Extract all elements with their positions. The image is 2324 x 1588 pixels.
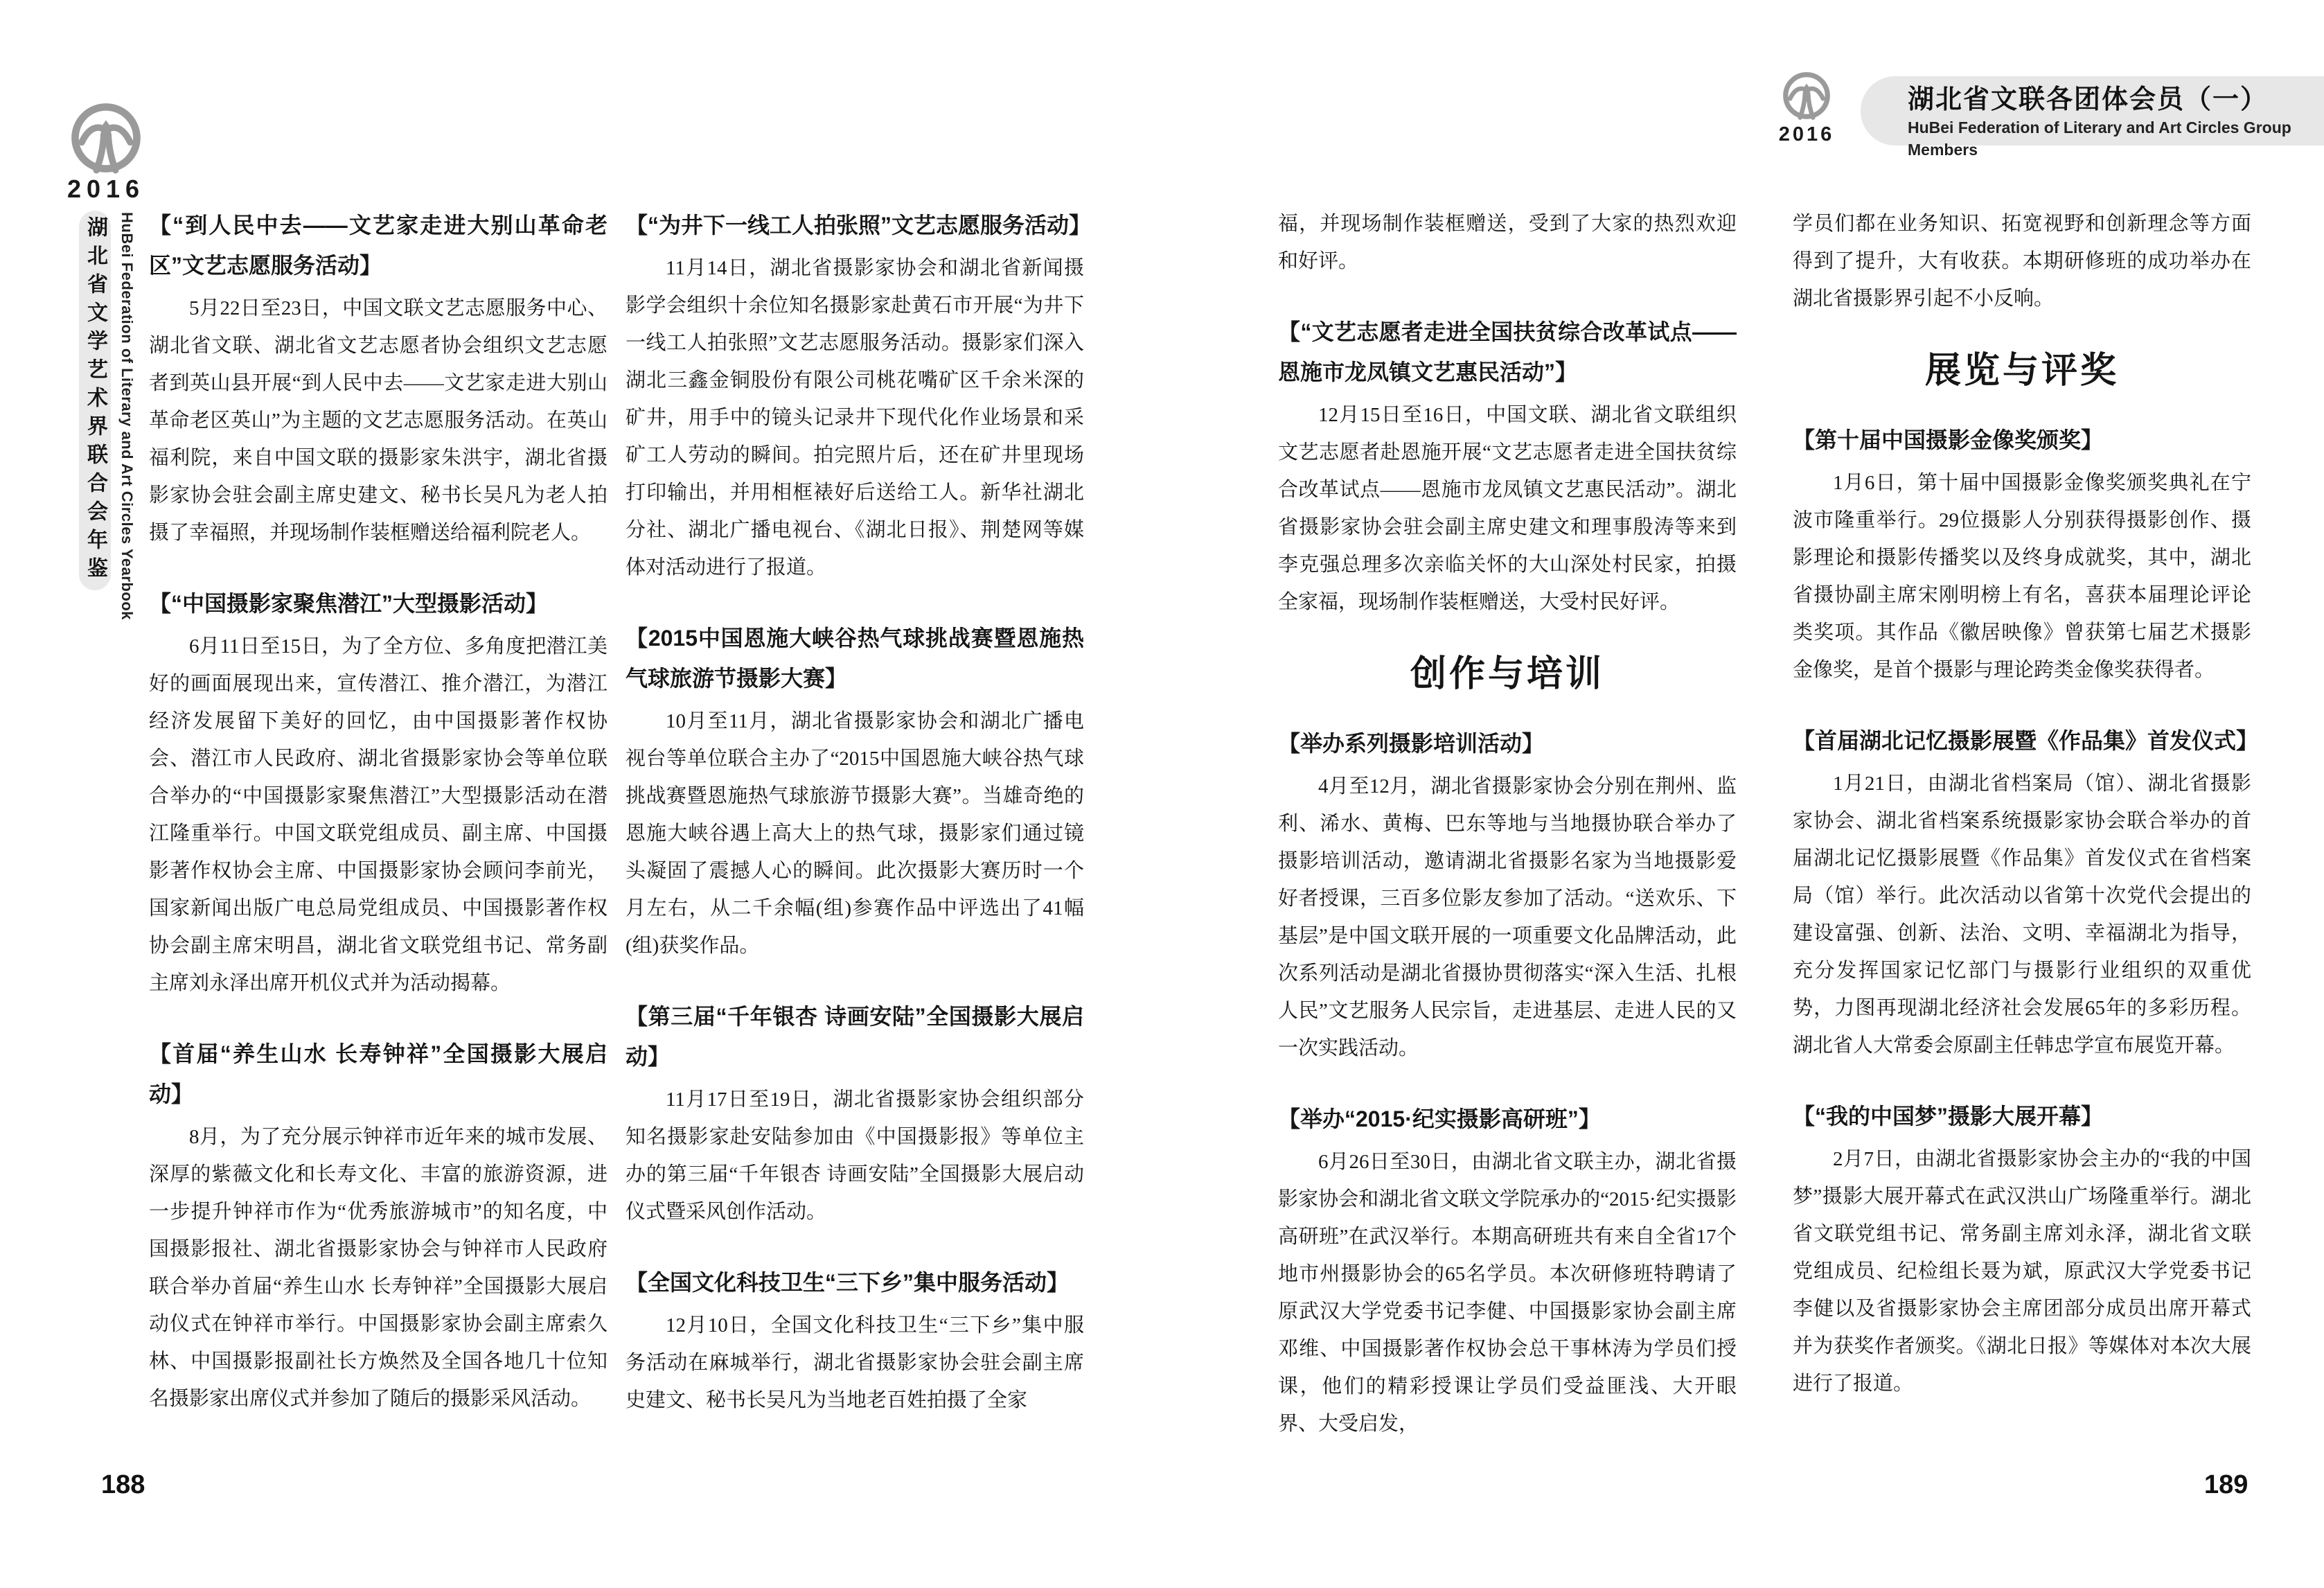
yearbook-entry <box>149 583 607 1002</box>
running-header-subtitle: HuBei Federation of Literary and Art Circles Group Members <box>1908 118 2291 159</box>
entry-heading: 【第三届“千年银杏 诗画安陆”全国摄影大展启动】 <box>626 1004 1084 1069</box>
entry-body: 12月10日，全国文化科技卫生“三下乡”集中服务活动在麻城举行，湖北省摄影家协会驻会副主席史建文、秘书长吴凡为当地老百姓拍摄了全家 <box>626 1314 1084 1411</box>
entry-heading: 【首届湖北记忆摄影展暨《作品集》首发仪式】 <box>1793 728 2259 753</box>
sidebar-title: 湖北省文学艺术界联合会年鉴 <box>84 216 107 585</box>
entry-body: 8月，为了充分展示钟祥市近年来的城市发展、深厚的紫薇文化和长寿文化、丰富的旅游资源，进一步提升钟祥市作为“优秀旅游城市”的知名度，中国摄影报社、湖北省摄影家协会与钟祥市人民政府联合举办首届“养生山水 长寿钟祥”全国摄影大展启动仪式在钟祥市举行。中国摄影家协会副主席索久林、中国摄影报副社长方焕然及全国各地几十位知名摄影家出席仪式并参加了随后的摄影采风活动。 <box>149 1126 607 1410</box>
yearbook-entry <box>149 1034 607 1418</box>
entry-heading: 【“中国摄影家聚焦潜江”大型摄影活动】 <box>149 591 549 616</box>
entry-heading: 【首届“养生山水 长寿钟祥”全国摄影大展启动】 <box>149 1041 607 1106</box>
yearbook-entry <box>626 618 1084 964</box>
yearbook-entry <box>1278 723 1737 1067</box>
entry-heading: 【举办“2015·纪实摄影高研班”】 <box>1278 1106 1601 1131</box>
logo-year-left: 2016 <box>66 175 145 203</box>
chapter-title: 展览与评奖 <box>1924 351 2119 391</box>
entry-body: 6月11日至15日，为了全方位、多角度把潜江美好的画面展现出来，宣传潜江、推介潜江，为潜江经济发展留下美好的回忆，由中国摄影著作权协会、潜江市人民政府、湖北省摄影家协会等单位联合举办的“中国摄影家聚焦潜江”大型摄影活动在潜江隆重举行。中国文联党组成员、副主席、中国摄影著作权协会主席、中国摄影家协会顾问李前光，国家新闻出版广电总局党组成员、中国摄影著作权协会副主席宋明昌，湖北省文联党组书记、常务副主席刘永泽出席开机仪式并为活动揭幕。 <box>149 635 607 994</box>
continuation-paragraph: 福，并现场制作装框赠送，受到了大家的热烈欢迎和好评。 <box>1278 213 1737 272</box>
running-header-bar <box>1861 76 2324 159</box>
entry-heading: 【“到人民中去——文艺家走进大别山革命老区”文艺志愿服务活动】 <box>149 213 607 278</box>
sidebar-title-strip <box>79 211 111 590</box>
entry-heading: 【全国文化科技卫生“三下乡”集中服务活动】 <box>626 1270 1070 1295</box>
logo-year-right: 2016 <box>1778 123 1835 145</box>
entry-heading: 【举办系列摄影培训活动】 <box>1278 731 1545 756</box>
entry-body: 10月至11月，湖北省摄影家协会和湖北广播电视台等单位联合主办了“2015中国恩施大峡谷热气球挑战赛暨恩施热气球旅游节摄影大赛”。当雄奇绝的恩施大峡谷遇上高大上的热气球，摄影家们通过镜头凝固了震撼人心的瞬间。此次摄影大赛历时一个月左右，从二千余幅(组)参赛作品中评选出了41幅(组)获奖作品。 <box>626 710 1084 957</box>
running-header-title: 湖北省文联各团体会员（一） <box>1908 85 2269 114</box>
sidebar-subtitle-en: HuBei Federation of Literary and Art Circles Yearbook <box>118 212 136 620</box>
entry-heading: 【第十届中国摄影金像奖颁奖】 <box>1793 427 2104 452</box>
yearbook-entry <box>626 996 1084 1230</box>
entry-body: 4月至12月，湖北省摄影家协会分别在荆州、监利、浠水、黄梅、巴东等地与当地摄协联合举办了摄影培训活动，邀请湖北省摄影名家为当地摄影爱好者授课，三百多位影友参加了活动。“送欢乐、下基层”是中国文联开展的一项重要文化品牌活动，此次系列活动是湖北省摄协贯彻落实“深入生活、扎根人民”文艺服务人民宗旨，走进基层、走进人民的又一次实践活动。 <box>1278 775 1737 1059</box>
entry-body: 2月7日，由湖北省摄影家协会主办的“我的中国梦”摄影大展开幕式在武汉洪山广场隆重举行。湖北省文联党组书记、常务副主席刘永泽，湖北省文联党组成员、纪检组长聂为斌，原武汉大学党委书记李健以及省摄影家协会主席团部分成员出席开幕式并为获奖作者颁奖。《湖北日报》等媒体对本次大展进行了报道。 <box>1793 1148 2251 1395</box>
continuation-paragraph: 学员们都在业务知识、拓宽视野和创新理念等方面得到了提升，大有收获。本期研修班的成功举办在湖北省摄影界引起不小反响。 <box>1793 213 2251 310</box>
entry-body: 11月17日至19日，湖北省摄影家协会组织部分知名摄影家赴安陆参加由《中国摄影报》等单位主办的第三届“千年银杏 诗画安陆”全国摄影大展启动仪式暨采风创作活动。 <box>626 1088 1084 1223</box>
federation-logo-icon <box>1782 71 1831 121</box>
yearbook-entry <box>1793 721 2259 1064</box>
yearbook-entry <box>1793 420 2251 689</box>
entry-heading: 【“为井下一线工人拍张照”文艺志愿服务活动】 <box>626 213 1092 238</box>
entry-body: 5月22日至23日，中国文联文艺志愿服务中心、湖北省文联、湖北省文艺志愿者协会组织文艺志愿者到英山县开展“到人民中去——文艺家走进大别山革命老区英山”为主题的文艺志愿服务活动。在英山福利院，来自中国文联的摄影家朱洪宇，湖北省摄影家协会驻会副主席史建文、秘书长吴凡为老人拍摄了幸福照，并现场制作装框赠送给福利院老人。 <box>149 297 607 544</box>
entry-heading: 【“文艺志愿者走进全国扶贫综合改革试点——恩施市龙凤镇文艺惠民活动”】 <box>1278 319 1737 385</box>
page-number-right: 189 <box>2204 1470 2248 1499</box>
yearbook-entry <box>626 205 1092 586</box>
yearbook-entry <box>1278 312 1737 621</box>
yearbook-entry <box>1793 1096 2251 1402</box>
column-3 <box>1278 205 1737 1474</box>
entry-body: 11月14日，湖北省摄影家协会和湖北省新闻摄影学会组织十余位知名摄影家赴黄石市开展“为井下一线工人拍张照”文艺志愿服务活动。摄影家们深入湖北三鑫金铜股份有限公司桃花嘴矿区千余米深的矿井，用手中的镜头记录井下现代化作业场景和采矿工人劳动的瞬间。拍完照片后，还在矿井里现场打印输出，并用相框裱好后送给工人。新华社湖北分社、湖北广播电视台、《湖北日报》、荆楚网等媒体对活动进行了报道。 <box>626 257 1084 579</box>
page-number-left: 188 <box>101 1470 145 1499</box>
entry-heading: 【“我的中国梦”摄影大展开幕】 <box>1793 1104 2104 1129</box>
yearbook-entry <box>626 1262 1084 1419</box>
yearbook-entry <box>1278 1099 1737 1443</box>
column-2 <box>626 205 1092 1451</box>
column-1 <box>149 205 607 1449</box>
column-4 <box>1793 205 2259 1434</box>
entry-body: 1月21日，由湖北省档案局（馆）、湖北省摄影家协会、湖北省档案系统摄影家协会联合举办的首届湖北记忆摄影展暨《作品集》首发仪式在省档案局（馆）举行。此次活动以省第十次党代会提出的建设富强、创新、法治、文明、幸福湖北为指导，充分发挥国家记忆部门与摄影行业组织的双重优势，力图再现湖北经济社会发展65年的多彩历程。湖北省人大常委会原副主任韩忠学宣布展览开幕。 <box>1793 773 2251 1057</box>
yearbook-entry <box>149 205 607 552</box>
chapter-title: 创作与培训 <box>1410 654 1604 694</box>
entry-body: 12月15日至16日，中国文联、湖北省文联组织文艺志愿者赴恩施开展“文艺志愿者走进全国扶贫综合改革试点——恩施市龙凤镇文艺惠民活动”。湖北省摄影家协会驻会副主席史建文和理事殷涛等来到李克强总理多次亲临关怀的大山深处村民家，拍摄全家福，现场制作装框赠送，大受村民好评。 <box>1278 404 1737 613</box>
entry-heading: 【2015中国恩施大峡谷热气球挑战赛暨恩施热气球旅游节摄影大赛】 <box>626 626 1084 691</box>
federation-logo-icon <box>69 101 143 175</box>
entry-body: 6月26日至30日，由湖北省文联主办，湖北省摄影家协会和湖北省文联文学院承办的“2015·纪实摄影高研班”在武汉举行。本期高研班共有来自全省17个地市州摄影协会的65名学员。本次研修班特聘请了原武汉大学党委书记李健、中国摄影家协会副主席邓维、中国摄影著作权协会总干事林涛为学员们授课，他们的精彩授课让学员们受益匪浅、大开眼界、大受启发， <box>1278 1151 1737 1435</box>
entry-body: 1月6日，第十届中国摄影金像奖颁奖典礼在宁波市隆重举行。29位摄影人分别获得摄影创作、摄影理论和摄影传播奖以及终身成就奖，其中，湖北省摄协副主席宋刚明榜上有名，喜获本届理论评论类奖项。其作品《徽居映像》曾获第七届艺术摄影金像奖，是首个摄影与理论跨类金像奖获得者。 <box>1793 472 2251 681</box>
